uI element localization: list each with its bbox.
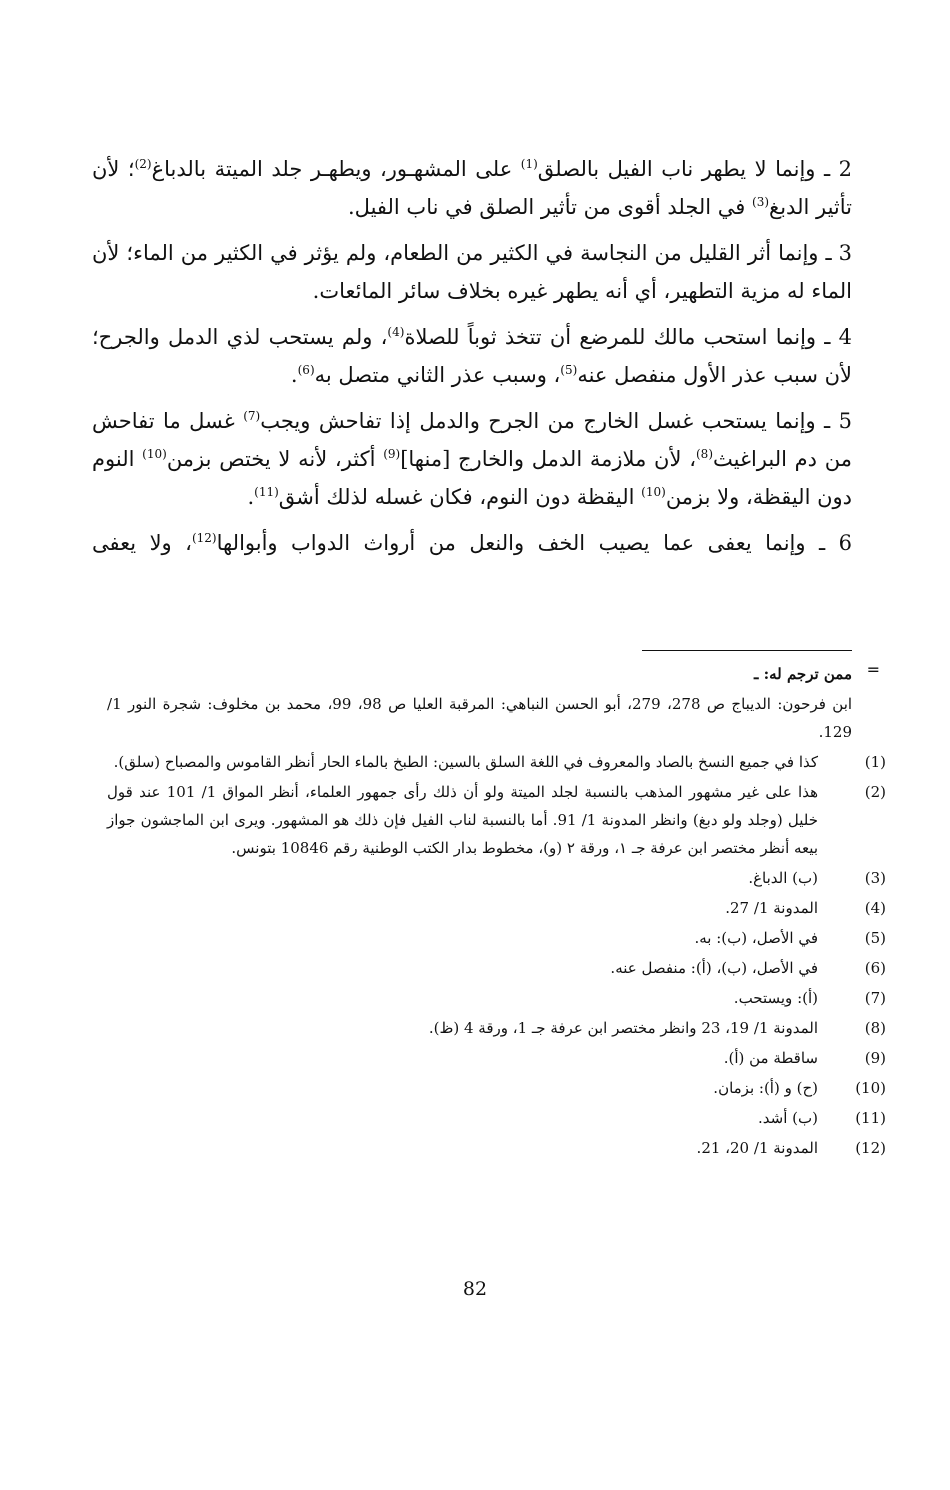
footnotes-section xyxy=(107,660,886,1164)
paragraph-text: اليقظة دون النوم، فكان غسله لذلك أشق xyxy=(278,485,642,509)
footnote-reference: (6) xyxy=(297,363,315,377)
body-paragraph-5 xyxy=(92,402,852,516)
footnote-reference: (10) xyxy=(142,447,167,461)
footnote-reference: (5) xyxy=(560,363,578,377)
footnote-reference: (7) xyxy=(243,409,261,423)
footnote-item xyxy=(107,1134,886,1162)
footnote-text: في الأصل، (ب): به. xyxy=(694,929,818,947)
paragraph-text: ، ولم يستحب لذي الدمل والجرح؛ لأن سبب عذر الأول منفصل عنه xyxy=(92,325,852,387)
footnote-reference: (4) xyxy=(387,325,405,339)
footnote-reference: (10) xyxy=(641,485,666,499)
body-paragraph-3 xyxy=(92,234,852,310)
footnote-number: (4) xyxy=(864,899,886,917)
footnote-number: (1) xyxy=(864,753,886,771)
paragraph-text: 3 ـ وإنما أثر القليل من النجاسة في الكثير من الطعام، ولم يؤثر في الكثير من الماء؛ لأن الماء له مزية التطهير، أي أنه يطهر غيره بخلاف سائر المائعات. xyxy=(92,241,852,303)
paragraph-text: في الجلد أقوى من تأثير الصلق في ناب الفيل. xyxy=(347,195,753,219)
paragraph-text: . xyxy=(290,363,298,387)
paragraph-text: . xyxy=(247,485,255,509)
footnote-reference: (11) xyxy=(254,485,279,499)
footnote-item xyxy=(107,1044,886,1072)
footnote-item xyxy=(107,1014,886,1042)
footnote-number: (8) xyxy=(864,1019,886,1037)
footnote-item xyxy=(107,778,886,862)
footnote-item xyxy=(107,954,886,982)
footnote-text: (ح) و (أ): بزمان. xyxy=(713,1079,818,1097)
paragraph-text: ، وسبب عذر الثاني متصل به xyxy=(314,363,561,387)
footnote-item xyxy=(107,864,886,892)
footnote-list xyxy=(107,748,886,1162)
paragraph-text: 5 ـ وإنما يستحب غسل الخارج من الجرح والدمل إذا تفاحش ويجب xyxy=(260,409,852,433)
main-body-text xyxy=(92,150,852,570)
page-number: 82 xyxy=(462,1278,488,1300)
footnote-text: المدونة 1/ 20، 21. xyxy=(696,1139,818,1157)
footnote-item xyxy=(107,1104,886,1132)
footnote-text: ساقطة من (أ). xyxy=(723,1049,818,1067)
paragraph-text: أكثر، لأنه لا يختص بزمن xyxy=(166,447,384,471)
footnote-text: (ب) الدباغ. xyxy=(748,869,818,887)
paragraph-text: 2 ـ وإنما لا يطهر ناب الفيل بالصلق xyxy=(537,157,853,181)
footnote-text: في الأصل، (ب)، (أ): منفصل عنه. xyxy=(610,959,818,977)
footnote-item xyxy=(107,1074,886,1102)
footnote-number: (7) xyxy=(864,989,886,1007)
footnote-number: (9) xyxy=(864,1049,886,1067)
footnote-continuation-mark: = xyxy=(866,660,880,679)
body-paragraph-4 xyxy=(92,318,852,394)
footnote-text: (أ): ويستحب. xyxy=(733,989,818,1007)
footnote-text: كذا في جميع النسخ بالصاد والمعروف في اللغة السلق بالسين: الطبخ بالماء الحار أنظر القاموس والمصباح (سلق). xyxy=(113,753,818,771)
paragraph-text: النوم دون اليقظة، ولا بزمن xyxy=(92,447,852,509)
footnote-reference: (8) xyxy=(695,447,713,461)
paragraph-text: 4 ـ وإنما استحب مالك للمرضع أن تتخذ ثوباً للصلاة xyxy=(404,325,852,349)
footnote-text: المدونة 1/ 27. xyxy=(725,899,818,917)
footnote-number: (5) xyxy=(864,929,886,947)
body-paragraph-6 xyxy=(92,524,852,562)
footnote-item xyxy=(107,984,886,1012)
paragraph-text: ، لأن ملازمة الدمل والخارج [منها] xyxy=(400,447,696,471)
footnote-reference: (1) xyxy=(520,157,538,171)
footnote-biography-sources: ابن فرحون: الديباج ص 278، 279، أبو الحسن النباهي: المرقبة العليا ص 98، 99، محمد بن مخلوف: شجرة النور 1/ 129. xyxy=(107,695,853,741)
footnote-number: (6) xyxy=(864,959,886,977)
footnote-reference: (2) xyxy=(134,157,152,171)
footnote-reference: (9) xyxy=(383,447,401,461)
footnote-number: (2) xyxy=(864,783,886,801)
footnote-number: (11) xyxy=(855,1109,886,1127)
footnote-item xyxy=(107,924,886,952)
paragraph-text: على المشهـور، ويطهـر جلد الميتة بالدباغ xyxy=(151,157,521,181)
footnote-heading: ممن ترجم له: ـ xyxy=(753,665,852,683)
body-paragraph-2 xyxy=(92,150,852,226)
footnote-text: (ب) أشد. xyxy=(758,1109,818,1127)
footnote-item xyxy=(107,748,886,776)
paragraph-text: غسل ما تفاحش من دم البراغيث xyxy=(92,409,852,471)
footnote-reference: (12) xyxy=(191,531,217,545)
footnote-text: المدونة 1/ 19، 23 وانظر مختصر ابن عرفة جـ 1، ورقة 4 (ظ). xyxy=(428,1019,818,1037)
footnote-separator-rule xyxy=(642,650,852,651)
paragraph-text: ؛ لأن تأثير الدبغ xyxy=(92,157,852,219)
footnote-reference: (3) xyxy=(752,195,770,209)
footnote-number: (3) xyxy=(864,869,886,887)
footnote-number: (10) xyxy=(855,1079,886,1097)
footnote-item xyxy=(107,894,886,922)
footnote-text: هذا على غير مشهور المذهب بالنسبة لجلد الميتة ولو أن ذلك رأى جمهور العلماء، أنظر المواق 1/ 101 عند قول خليل (وجلد ولو دبغ) وانظر المدونة 1/ 91. أما بالنسبة لناب الفيل فإن ذلك هو المشهور. ويرى ابن الماجشون جواز بيعه أنظر مختصر ابن عرفة جـ ١، ورقة ٢ (و)، مخطوط بدار الكتب الوطنية رقم 10846 بتونس. xyxy=(107,783,818,857)
paragraph-text: 6 ـ وإنما يعفى عما يصيب الخف والنعل من أرواث الدواب وأبوالها xyxy=(216,531,852,555)
footnote-number: (12) xyxy=(855,1139,886,1157)
paragraph-text: ، ولا يعفى xyxy=(92,531,192,555)
